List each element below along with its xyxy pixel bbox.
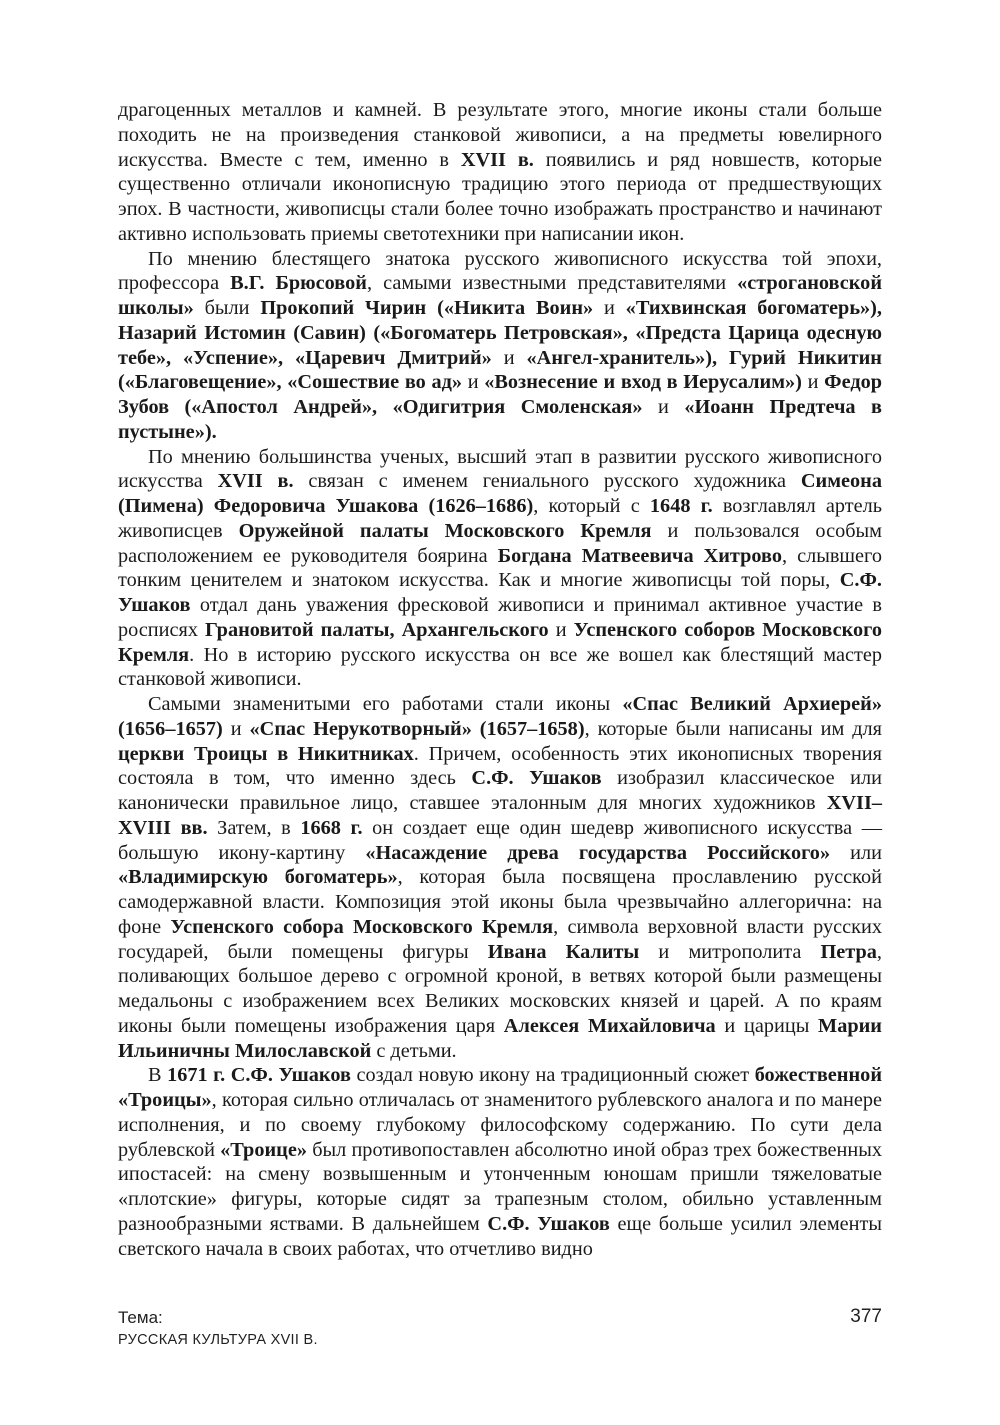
paragraph xyxy=(118,1063,882,1261)
bold-text: Грановитой палаты, Архангельского xyxy=(205,618,549,641)
text-run: и пользовался особым расположением ее руководителя боярина xyxy=(118,519,883,567)
text-run: , слывшего тонким ценителем и знатоком искусства. Как и многие живописцы той поры, xyxy=(118,544,882,592)
bold-text: XVII в. xyxy=(217,470,294,493)
text-run: или xyxy=(830,841,882,864)
text-run: Затем, в xyxy=(207,816,301,839)
text-run: и царицы xyxy=(715,1014,819,1037)
page-number: 377 xyxy=(850,1306,882,1327)
footer-topic-label: Тема: xyxy=(118,1308,163,1327)
text-run: возглавлял артель живописцев xyxy=(118,495,882,542)
text-run: , которая сильно отличалась от знаменитого рублевского аналога и по манере исполнения, и по своему глубокому философскому содержанию. По сути дела рублевской xyxy=(118,1089,882,1161)
body-text xyxy=(118,98,882,1261)
bold-text: XVII в. xyxy=(460,148,534,171)
text-run: был противопоставлен абсолютно иной образ трех божественных ипостасей: на смену возвышенным и утонченным юношам пришли тяжеловатые «плотские» фигуры, которые сидят за трапезным столом, обильно уставленным разнообразными яствами. В дальнейшем xyxy=(118,1138,882,1235)
paragraph xyxy=(118,247,882,445)
text-run: с детьми. xyxy=(371,1039,457,1062)
text-run: еще больше усилил элементы светского начала в своих работах, что отчетливо видно xyxy=(118,1212,882,1260)
text-run: В xyxy=(148,1064,168,1087)
bold-text: Прокопий Чирин («Никита Воин» xyxy=(260,297,594,319)
bold-text: Петра xyxy=(820,940,877,963)
bold-text: божественной «Троицы» xyxy=(118,1064,882,1111)
text-run: и митрополита xyxy=(639,940,821,963)
bold-text: 1668 г. xyxy=(300,816,363,839)
bold-text: XVII–XVIII вв. xyxy=(118,792,882,839)
bold-text: С.Ф. Ушаков xyxy=(487,1212,610,1235)
text-run: . Но в историю русского искусства он все же вошел как блестящий мастер станковой живописи. xyxy=(118,643,882,691)
text-run: были xyxy=(193,297,261,319)
bold-text: 1648 г. xyxy=(649,495,713,517)
text-run: , самыми известными представителями xyxy=(366,272,738,295)
bold-text: Марии Ильиничны Милославской xyxy=(118,1014,882,1062)
bold-text: «Вознесение и вход в Иерусалим») xyxy=(484,371,802,394)
paragraph xyxy=(118,692,882,1063)
text-run: По мнению большинства ученых, высший этап в развитии русского живописного искусства xyxy=(118,445,882,493)
bold-text: «Троице» xyxy=(220,1138,307,1161)
text-run: драгоценных металлов и камней. В результате этого, многие иконы стали больше походить не на произведения станковой живописи, а на предметы ювелирного искусства. Вместе с тем, именно в xyxy=(118,99,882,171)
text-run: и xyxy=(491,346,527,369)
bold-text: «Спас Великий Архиерей» (1656–1657) xyxy=(118,693,882,740)
text-run: , который с xyxy=(533,495,650,517)
bold-text: Алексея Михайловича xyxy=(503,1014,716,1037)
text-run: отдал дань уважения фресковой живописи и принимал активное участие в росписях xyxy=(118,594,882,641)
bold-text: «Насаждение древа государства Российского» xyxy=(365,841,831,864)
paragraph xyxy=(118,98,882,247)
text-run: , которая была посвящена прославлению русской самодержавной власти. Композиция этой иконы была чрезвычайно аллегорична: на фоне xyxy=(118,866,882,938)
bold-text: Федор Зубов («Апостол Андрей», «Одигитрия Смоленская» xyxy=(118,371,883,418)
bold-text: 1671 г. С.Ф. Ушаков xyxy=(167,1064,351,1087)
text-run: и xyxy=(593,297,626,319)
bold-text: Ивана Калиты xyxy=(487,940,640,963)
bold-text: Оружейной палаты Московского Кремля xyxy=(238,519,652,542)
bold-text: церкви Троицы в Никитниках xyxy=(118,742,414,765)
text-run: Самыми знаменитыми его работами стали иконы xyxy=(148,693,623,715)
text-run: и xyxy=(642,396,685,418)
text-run: и xyxy=(548,618,574,641)
text-run: , которые были написаны им для xyxy=(584,717,882,740)
text-run: и xyxy=(801,371,825,394)
paragraph xyxy=(118,445,882,693)
bold-text: Успенского соборов Московского Кремля xyxy=(118,618,882,666)
bold-text: Симеона (Пимена) Федоровича Ушакова (1626–1686) xyxy=(118,470,883,517)
bold-text: В.Г. Брюсовой xyxy=(230,272,367,295)
text-run: создал новую икону на традиционный сюжет xyxy=(350,1064,755,1087)
bold-text: Успенского собора Московского Кремля xyxy=(170,915,554,938)
bold-text: С.Ф. Ушаков xyxy=(118,569,882,616)
footer-topic-value: РУССКАЯ КУЛЬТУРА XVII В. xyxy=(118,1332,318,1348)
text-run: он создает еще один шедевр живописного искусства — большую икону-картину xyxy=(118,816,882,864)
text-run: появились и ряд новшеств, которые существенно отличали иконописную традицию этого периода от предшествующих эпох. В частности, живописцы стали более точно изображать пространство и начинают активно использовать приемы светотехники при написании икон. xyxy=(118,148,883,245)
text-run: По мнению блестящего знатока русского живописного искусства той эпохи, профессора xyxy=(118,247,882,295)
bold-text: «Ангел-хранитель»), Гурий Никитин («Благовещение», «Сошествие во ад» xyxy=(118,346,882,394)
text-run: связан с именем гениального русского художника xyxy=(293,470,801,493)
text-run: , поливающих большое дерево с огромной кроной, в ветвях которой были размещены медальоны с изображением всех Великих московских князей и царей. А по краям иконы были помещены изображения царя xyxy=(118,940,882,1037)
bold-text: «Спас Нерукотворный» (1657–1658) xyxy=(249,717,585,740)
footer-topic xyxy=(118,1307,318,1351)
text-run: , символа верховной власти русских государей, были помещены фигуры xyxy=(118,915,882,963)
bold-text: «Тихвинская богоматерь»), Назарий Истомин (Савин) («Богоматерь Петровская», «Предста Царица одесную тебе», «Успение», «Царевич Дмитрий» xyxy=(118,297,883,369)
text-run: изобразил классическое или канонически правильное лицо, ставшее эталонным для многих художников xyxy=(118,767,882,814)
bold-text: «строгановской школы» xyxy=(118,272,882,319)
bold-text: «Иоанн Предтеча в пустыне»). xyxy=(118,396,882,443)
bold-text: Богдана Матвеевича Хитрово xyxy=(497,544,783,567)
text-run: и xyxy=(222,717,250,740)
bold-text: С.Ф. Ушаков xyxy=(471,767,602,790)
bold-text: «Владимирскую богоматерь» xyxy=(118,866,398,889)
text-run: и xyxy=(462,371,485,394)
text-run: . Причем, особенность этих иконописных творения состояла в том, что именно здесь xyxy=(118,742,882,790)
